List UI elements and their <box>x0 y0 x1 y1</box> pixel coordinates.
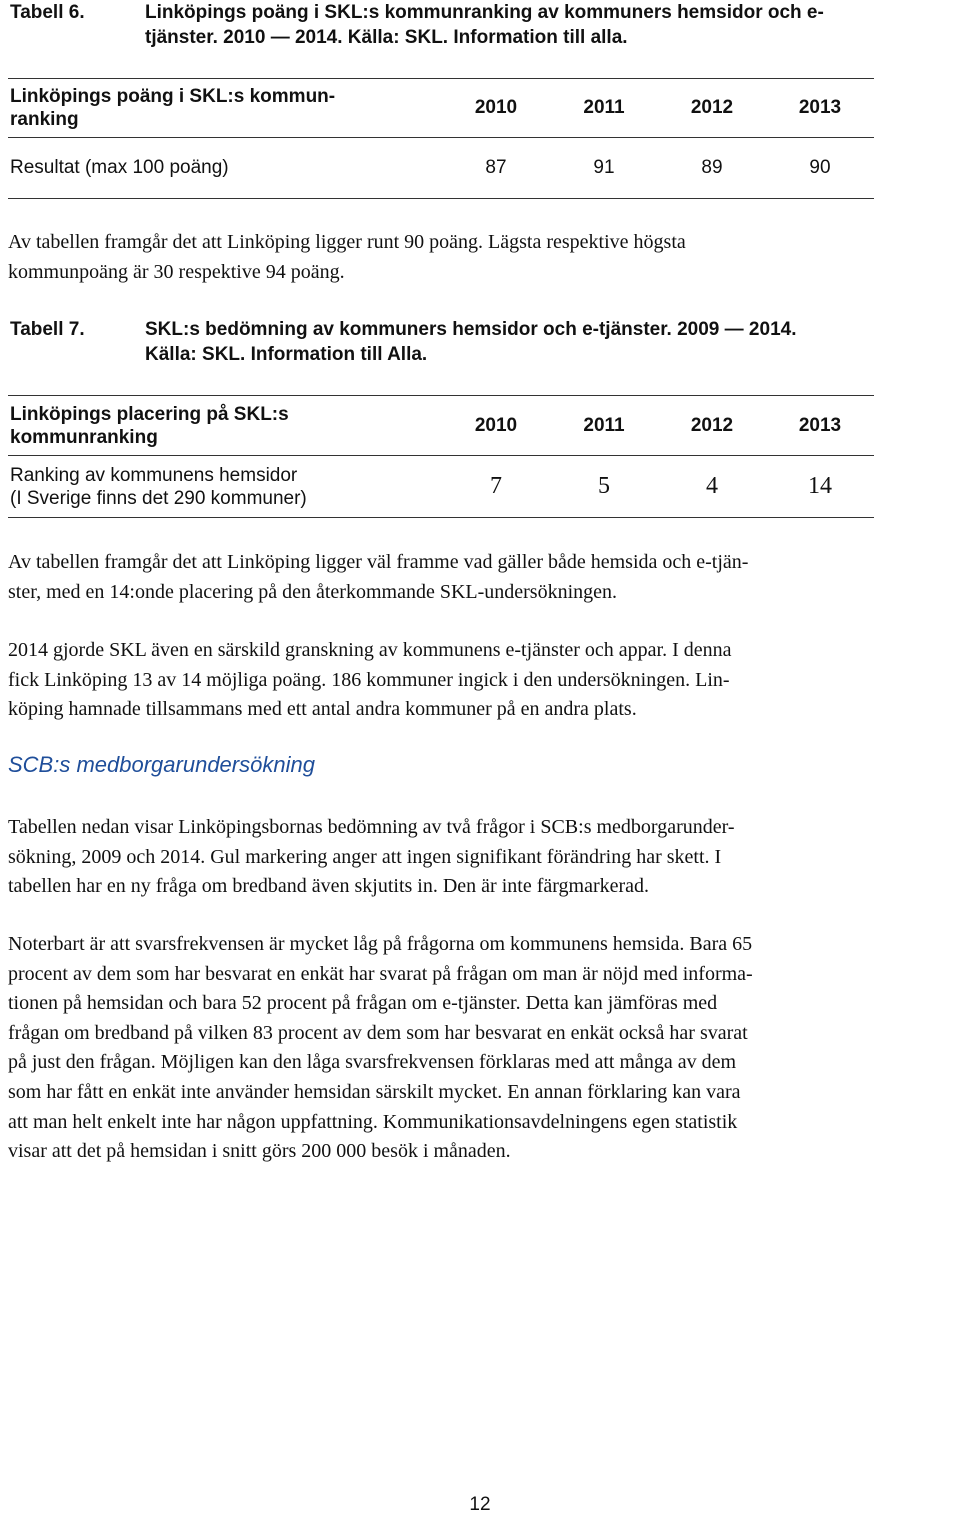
page-number: 12 <box>469 1494 491 1515</box>
table7-year-4: 2013 <box>766 396 874 456</box>
table7-header-row <box>8 396 874 456</box>
table6-year-3: 2012 <box>658 79 766 138</box>
table6-number: Tabell 6. <box>10 2 85 23</box>
table6-row <box>8 138 874 199</box>
table7-row <box>8 456 874 518</box>
table7-value-2: 5 <box>550 456 658 518</box>
table6 <box>8 78 874 199</box>
table6-caption-line1: Linköpings poäng i SKL:s kommunranking av kommuners hemsidor och e- <box>145 2 824 23</box>
table7-row-label: Ranking av kommunens hemsidor (I Sverige finns det 290 kommuner) <box>8 456 442 518</box>
table6-header-row <box>8 79 874 138</box>
table6-row-label: Resultat (max 100 poäng) <box>8 138 442 199</box>
table7-caption-line2: Källa: SKL. Information till Alla. <box>145 344 428 365</box>
table7-value-3: 4 <box>658 456 766 518</box>
table7-value-4: 14 <box>766 456 874 518</box>
table6-value-2: 91 <box>550 138 658 199</box>
table7 <box>8 395 874 518</box>
paragraph-1: Av tabellen framgår det att Linköping ligger runt 90 poäng. Lägsta respektive högsta kommunpoäng är 30 respektive 94 poäng. <box>8 231 686 283</box>
table7-year-2: 2011 <box>550 396 658 456</box>
table6-header-label: Linköpings poäng i SKL:s kommun- ranking <box>8 79 442 138</box>
table6-value-4: 90 <box>766 138 874 199</box>
table7-number: Tabell 7. <box>10 319 85 340</box>
paragraph-3: 2014 gjorde SKL även en särskild granskning av kommunens e-tjänster och appar. I denna fick Linköping 13 av 14 möjliga poäng. 186 kommuner ingick i den undersökningen. Lin- köping hamnade tillsammans med ett antal andra kommuner på en andra plats. <box>8 639 732 721</box>
table6-value-1: 87 <box>442 138 550 199</box>
table7-header-label: Linköpings placering på SKL:s kommunranking <box>8 396 442 456</box>
table6-year-2: 2011 <box>550 79 658 138</box>
table7-value-1: 7 <box>442 456 550 518</box>
table6-year-4: 2013 <box>766 79 874 138</box>
table7-caption-line1: SKL:s bedömning av kommuners hemsidor och e-tjänster. 2009 — 2014. <box>145 319 797 340</box>
table6-year-1: 2010 <box>442 79 550 138</box>
section-heading: SCB:s medborgarundersökning <box>8 752 315 777</box>
paragraph-4: Tabellen nedan visar Linköpingsbornas bedömning av två frågor i SCB:s medborgarunder- sökning, 2009 och 2014. Gul markering anger att ingen signifikant förändring har skett. I tabellen har en ny fråga om bredband även skjutits in. Den är inte färgmarkerad. <box>8 816 735 898</box>
table6-value-3: 89 <box>658 138 766 199</box>
table6-caption-line2: tjänster. 2010 — 2014. Källa: SKL. Information till alla. <box>145 27 628 48</box>
paragraph-5: Noterbart är att svarsfrekvensen är mycket låg på frågorna om kommunens hemsida. Bara 65 procent av dem som har besvarat en enkät har svarat på frågan om man är nöjd med informa- tionen på hemsidan och bara 52 procent på frågan om e-tjänster. Detta kan jämföras med frågan om bredband på vilken 83 procent av dem som har besvarat en enkät också har svarat på just den frågan. Möjligen kan den låga svarsfrekvensen förklaras med att många av dem som har fått en enkät inte använder hemsidan särskilt mycket. En annan förklaring kan vara att man helt enkelt inte har någon uppfattning. Kommunikationsavdelningens egen statistik visar att det på hemsidan i snitt görs 200 000 besök i månaden. <box>8 933 753 1163</box>
table7-year-3: 2012 <box>658 396 766 456</box>
paragraph-2: Av tabellen framgår det att Linköping ligger väl framme vad gäller både hemsida och e-tjän- ster, med en 14:onde placering på den återkommande SKL-undersökningen. <box>8 551 749 603</box>
table7-year-1: 2010 <box>442 396 550 456</box>
